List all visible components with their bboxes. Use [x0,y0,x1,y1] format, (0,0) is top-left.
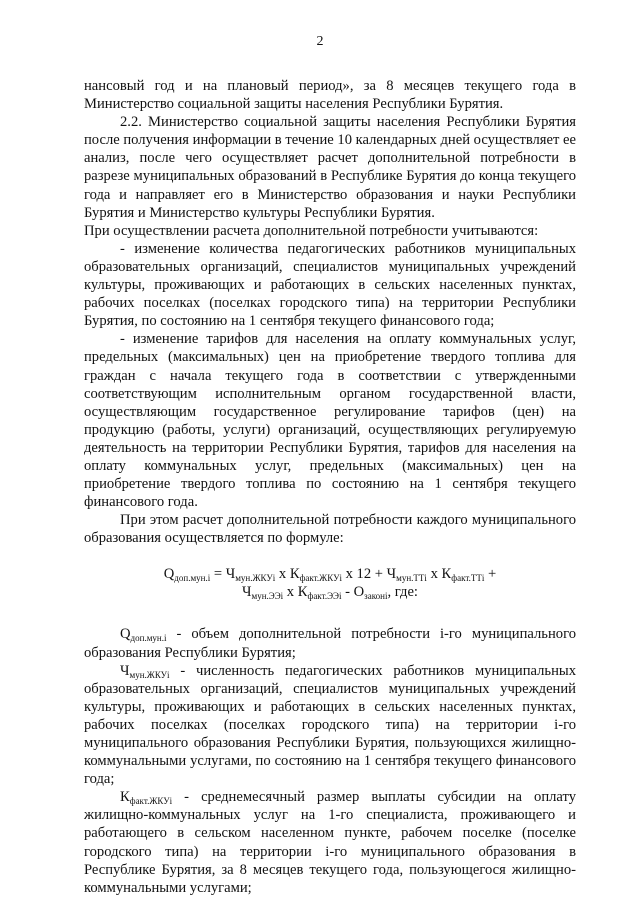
definition-q: $Q_{доп.мун.i}$ - объем дополнительной потребности i-го муниципального образования Республики Бурятия; [84,626,576,661]
definition-ch: $Ч_{мун.ЖКУi}$ - численность педагогических работников муниципальных образовательных организаций, специалистов муниципальных учреждений культуры, проживающих и работающих в сельских населенных пунктах, рабочих поселках (поселках городского типа) на территории i-го муниципального образования Республики Бурятия, пользующихся жилищно-коммунальными услугами, по состоянию на 1 сентября текущего финансового года; [84,662,576,788]
paragraph-criteria-tariffs: - изменение тарифов для населения на оплату коммунальных услуг, предельных (максимальных) цен на приобретение твердого топлива для граждан с начала текущего года в соответствии с утвержденными соответствующим исполнительным органом государственной власти, осуществляющим государственное регулирование тарифов (цен) на продукцию (работы, услуги) организаций, осуществляющих регулируемую деятельность на территории Республики Бурятия, тарифов для населения на оплату коммунальных услуг, предельных (максимальных) цен на приобретение твердого топлива по состоянию на 1 сентября текущего финансового года. [84,331,576,511]
paragraph-criteria-intro: При осуществлении расчета дополнительной потребности учитываются: [84,222,539,239]
formula [84,565,576,601]
paragraph-formula-intro: При этом расчет дополнительной потребности каждого муниципального образования осуществляется по формуле: [84,512,576,547]
definition-k: $К_{факт.ЖКУi}$ - среднемесячный размер выплаты субсидии на оплату жилищно-коммунальных услуг на 1-го специалиста, проживающего и работающего в сельском населенном пункте, рабочем поселке (поселке городского типа) на территории i-го муниципального образования в Республике Бурятия, за 8 месяцев текущего года, пользующегося жилищно-коммунальными услугами; [84,789,576,896]
paragraph-2-2: 2.2. Министерство социальной защиты населения Республики Бурятия после получения информации в течение 10 календарных дней осуществляет ее анализ, после чего осуществляет расчет дополнительной потребности в разрезе муниципальных образований в Республике Бурятия до конца текущего года и направляет его в Министерство образования и науки Республики Бурятия и Министерство культуры Республики Бурятия. [84,114,576,221]
page-number: 2 [316,34,324,49]
document-body [84,77,576,897]
paragraph-continuation: нансовый год и на плановый период», за 8 месяцев текущего года в Министерство социальной защиты населения Республики Бурятия. [84,78,576,113]
formula-line-1: $Q_{доп.мун.i} = Ч_{мун.ЖКУi}$ х $К_{факт.ЖКУi}$ х $12 + Ч_{мун.ТТi}$ х $К_{факт.ТТi}$ + [163,566,497,584]
formula-line-2: $Ч_{мун.ЭЭi}$ х $К_{факт.ЭЭi} - О_{законi}$, где: [242,584,418,602]
paragraph-criteria-staff: - изменение количества педагогических работников муниципальных образовательных организаций, специалистов муниципальных учреждений культуры, проживающих и работающих в сельских населенных пунктах, рабочих поселках (поселках городского типа) на территории Республики Бурятия, по состоянию на 1 сентября текущего финансового года; [84,240,576,330]
